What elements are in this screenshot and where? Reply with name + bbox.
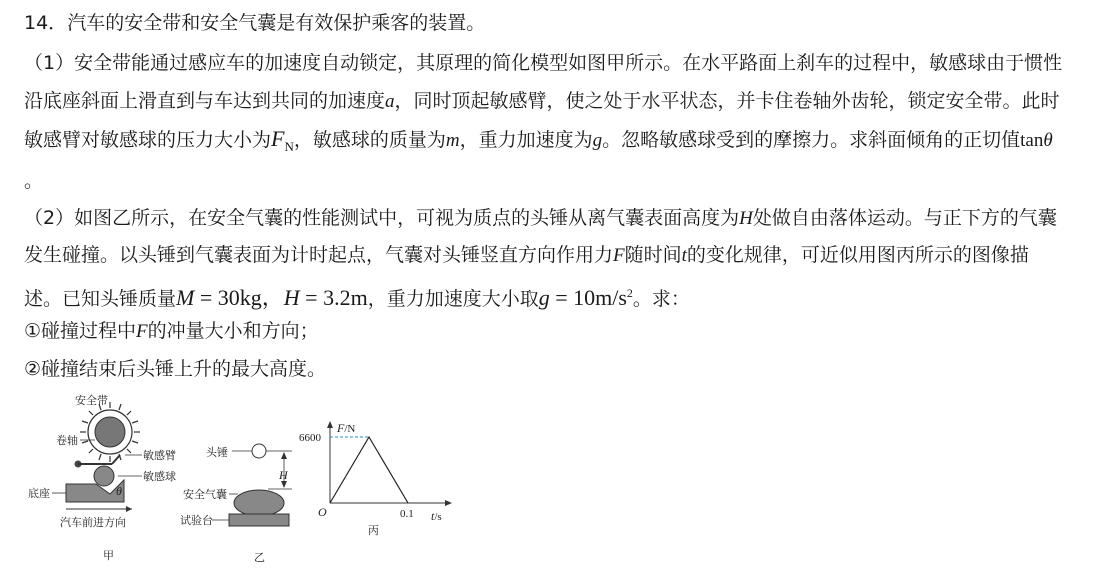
label-airbag: 安全气囊 [183, 488, 227, 501]
head-hammer [252, 444, 266, 458]
figure-jia [28, 393, 176, 562]
gear-icon [80, 402, 140, 462]
eq-gravity-exp: 2 [626, 286, 633, 300]
part1-text-2a: 沿底座斜面上滑直到与车达到共同的加速度 [24, 90, 386, 112]
caption-yi: 乙 [254, 551, 265, 564]
part1-text-3c: ，重力加速度为 [459, 129, 593, 151]
x-tick-label: 0.1 [400, 508, 414, 520]
part2-text-2a: 发生碰撞。以头锤到气囊表面为计时起点，气囊对头锤竖直方向作用力 [24, 244, 614, 266]
var-g2: g [538, 285, 550, 310]
var-g: g [592, 130, 603, 151]
part1-text-3a: 敏感臂对敏感球的压力大小为 [24, 129, 272, 151]
origin-label: O [318, 505, 327, 519]
y-tick-label: 6600 [299, 432, 321, 444]
var-F: F [271, 126, 285, 151]
label-seatbelt: 安全带 [75, 394, 108, 407]
eq-mass: = 30kg， [194, 285, 284, 310]
part1-text-3d: 。忽略敏感球受到的摩擦力。求斜面倾角的正切值 [602, 129, 1021, 151]
var-theta: θ [1043, 130, 1053, 151]
label-head-hammer: 头锤 [206, 446, 228, 459]
caption-jia: 甲 [103, 549, 114, 562]
eq-gravity: = 10m/s [549, 285, 627, 310]
var-t: t [681, 245, 687, 266]
part1-text-4: 。 [24, 170, 44, 192]
sensor-ball [94, 466, 114, 486]
eq-height: = 3.2m [299, 285, 368, 310]
question-2-text: ②碰撞结束后头锤上升的最大高度。 [24, 358, 327, 380]
y-axis-label: F/N [337, 421, 356, 435]
part2-text-2b: 随时间 [624, 244, 682, 266]
label-H: H [279, 468, 288, 482]
label-spool: 卷轴 [56, 434, 78, 447]
part2-text-3a: 述。已知头锤质量 [24, 288, 177, 310]
part2-text-2c: 的变化规律，可近似用图丙所示的图像描 [686, 244, 1029, 266]
part1-text-2b: ，同时顶起敏感臂，使之处于水平状态，并卡住卷轴外齿轮，锁定安全带。此时 [394, 90, 1060, 112]
part1-text-1: （1）安全带能通过感应车的加速度自动锁定，其原理的简化模型如图甲所示。在水平路面上刹车的过程中，敏感球由于惯性 [24, 52, 1063, 74]
var-m: m [445, 130, 460, 151]
label-direction: 汽车前进方向 [60, 516, 126, 529]
airbag [234, 490, 284, 516]
func-tan: tan [1020, 130, 1044, 151]
var-a: a [385, 91, 395, 112]
question-1b: 的冲量大小和方向； [147, 320, 319, 342]
x-axis-label: t/s [431, 509, 442, 523]
question-1a: ①碰撞过程中 [24, 320, 137, 342]
var-H: H [739, 208, 753, 229]
figure-yi [180, 444, 292, 564]
part2-text-1a: （2）如图乙所示，在安全气囊的性能测试中，可视为质点的头锤从离气囊表面高度为 [24, 207, 740, 229]
part2-text-1b: 处做自由落体运动。与正下方的气囊 [752, 207, 1057, 229]
part2-text-3c: 。求： [632, 288, 690, 310]
caption-bing: 丙 [368, 524, 379, 537]
part2-text-3b: ，重力加速度大小取 [367, 288, 539, 310]
var-F3: F [136, 321, 148, 342]
label-theta: θ [116, 484, 122, 498]
label-sensor-arm: 敏感臂 [143, 449, 176, 462]
force-line [330, 437, 408, 503]
figure-bing [299, 421, 452, 537]
label-base: 底座 [28, 487, 50, 500]
problem-title: 汽车的安全带和安全气囊是有效保护乘客的装置。 [67, 12, 486, 34]
var-F-subscript: N [284, 139, 294, 154]
part1-text-3b: ，敏感球的质量为 [293, 129, 446, 151]
problem-number: 14． [24, 12, 68, 34]
label-test-bench: 试验台 [180, 514, 213, 527]
test-bench [229, 514, 289, 526]
var-H2: H [283, 285, 300, 310]
var-M: M [176, 285, 195, 310]
label-sensor-ball: 敏感球 [143, 470, 176, 483]
var-F2: F [613, 245, 625, 266]
